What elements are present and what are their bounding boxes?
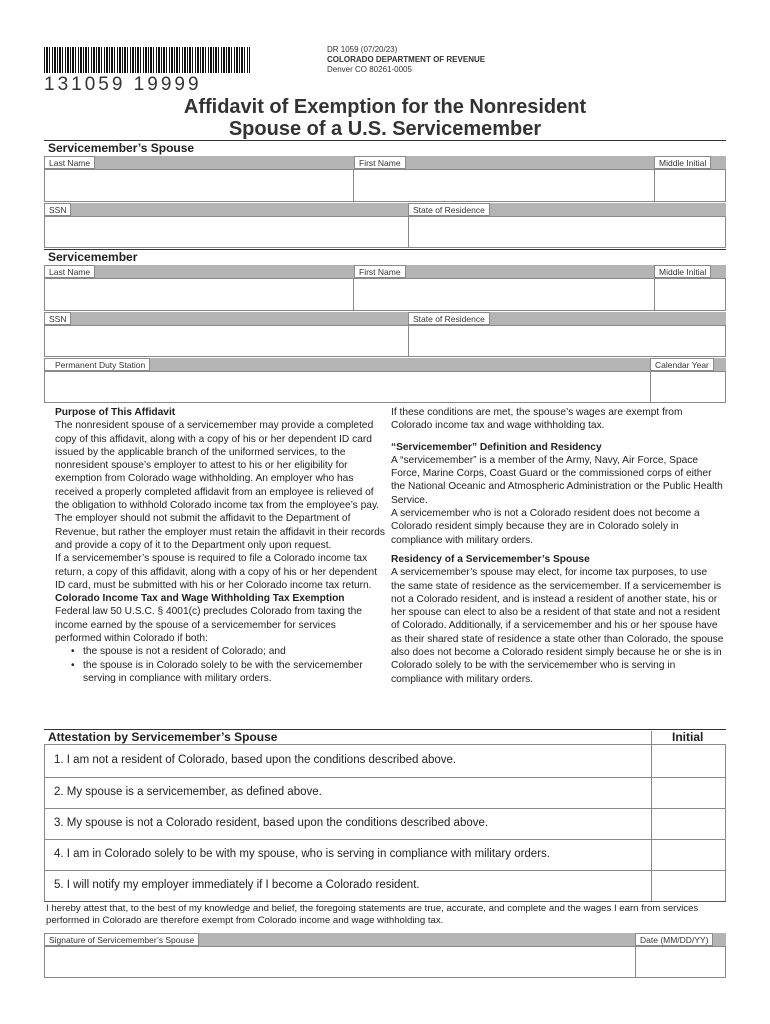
- residency-heading: Residency of a Servicemember’s Spouse: [391, 553, 590, 565]
- form-title: [0, 96, 770, 140]
- barcode: [44, 47, 250, 73]
- spouse-ssn-label: SSN: [44, 203, 71, 216]
- instructions-left-column: [55, 406, 385, 685]
- duty-station-field[interactable]: [44, 371, 651, 403]
- sm-last-name-field[interactable]: [44, 278, 354, 311]
- spouse-state-label: State of Residence: [408, 203, 490, 216]
- form-info: [327, 45, 485, 75]
- spouse-ssn-field[interactable]: [44, 216, 409, 248]
- exempt-paragraph: If these conditions are met, the spouse’s wages are exempt from Colorado income tax and wage withholding tax.: [391, 407, 683, 432]
- spouse-first-name-label: First Name: [354, 156, 406, 169]
- attestation-heading: [44, 729, 726, 745]
- form-code: DR 1059 (07/20/23): [327, 45, 398, 54]
- statement-4: 4. I am in Colorado solely to be with my spouse, who is serving in compliance with military orders.: [54, 848, 550, 860]
- attestation-row-1: [44, 746, 726, 777]
- purpose-paragraph: The nonresident spouse of a servicemember may provide a completed copy of this affidavit, along with a copy of his or her dependent ID card issued by the applicable branch of the uniformed services, to the nonresident spouse’s employer to attest to his or her eligibility for exemption from Colorado wage withholding. An employer who has received a properly completed affidavit from an employee is relieved of the obligation to withhold Colorado income tax from the employee’s pay. The employer should not submit the affidavit to the Department of Revenue, but rather the employer must retain the affidavit in their records and provide a copy of it to the Department only upon request.: [55, 420, 385, 551]
- department-name: COLORADO DEPARTMENT OF REVENUE: [327, 55, 486, 64]
- form-title-line1: Affidavit of Exemption for the Nonresident: [183, 96, 587, 118]
- initial-field-5[interactable]: [651, 871, 726, 902]
- form-title-line2: Spouse of a U.S. Servicemember: [228, 118, 542, 140]
- spouse-first-name-field[interactable]: [353, 169, 655, 202]
- definition-heading: “Servicemember” Definition and Residency: [391, 441, 602, 453]
- initial-field-2[interactable]: [651, 778, 726, 809]
- initial-field-3[interactable]: [651, 809, 726, 840]
- sm-first-name-field[interactable]: [353, 278, 655, 311]
- label-bar: [44, 203, 726, 216]
- conditions-list: [55, 645, 385, 685]
- date-label: Date (MM/DD/YY): [635, 933, 713, 946]
- spouse-middle-initial-label: Middle Initial: [654, 156, 711, 169]
- nonresident-paragraph: A servicemember who is not a Colorado resident does not become a Colorado resident simply because they are in Colorado solely in compliance with military orders.: [391, 508, 700, 546]
- attestation-row-4: [44, 839, 726, 870]
- barcode-number: 131059 19999: [44, 74, 202, 95]
- signature-field[interactable]: [44, 946, 636, 978]
- statement-1: 1. I am not a resident of Colorado, based upon the conditions described above.: [54, 754, 457, 766]
- definition-paragraph: A “servicemember” is a member of the Army, Navy, Air Force, Space Force, Marine Corps, Coast Guard or the commissioned corps of either the National Oceanic and Atmospheric Administration or the Public Health Service.: [391, 454, 723, 506]
- sm-state-field[interactable]: [408, 325, 726, 357]
- statement-3: 3. My spouse is not a Colorado resident, based upon the conditions described above.: [54, 817, 489, 829]
- condition-item: • the spouse is not a resident of Colorado; and: [55, 645, 385, 658]
- statement-5: 5. I will notify my employer immediately if I become a Colorado resident.: [54, 879, 420, 891]
- attestation-title: Attestation by Servicemember’s Spouse: [48, 730, 278, 744]
- initial-heading: Initial: [672, 730, 704, 744]
- date-field[interactable]: [635, 946, 726, 978]
- calendar-year-label: Calendar Year: [650, 358, 714, 371]
- sm-first-name-label: First Name: [354, 265, 406, 278]
- label-bar: [44, 312, 726, 325]
- attestation-row-2: [44, 777, 726, 808]
- sm-last-name-label: Last Name: [44, 265, 95, 278]
- initial-field-1[interactable]: [651, 746, 726, 777]
- sm-middle-initial-field[interactable]: [654, 278, 726, 311]
- instructions-right-column: [391, 406, 724, 686]
- purpose-heading: Purpose of This Affidavit: [55, 407, 176, 418]
- sm-ssn-field[interactable]: [44, 325, 409, 357]
- spouse-state-field[interactable]: [408, 216, 726, 248]
- servicemember-section-heading: Servicemember: [44, 249, 726, 264]
- sm-middle-initial-label: Middle Initial: [654, 265, 711, 278]
- sm-ssn-label: SSN: [44, 312, 71, 325]
- exemption-heading: Colorado Income Tax and Wage Withholding Tax Exemption: [55, 593, 345, 605]
- spouse-middle-initial-field[interactable]: [654, 169, 726, 202]
- spouse-section-heading: Servicemember’s Spouse: [44, 140, 726, 155]
- attestation-row-5: [44, 870, 726, 901]
- spouse-last-name-field[interactable]: [44, 169, 354, 202]
- initial-field-4[interactable]: [651, 840, 726, 871]
- sm-state-label: State of Residence: [408, 312, 490, 325]
- attestation-row-3: [44, 808, 726, 839]
- calendar-year-field[interactable]: [650, 371, 726, 403]
- statement-2: 2. My spouse is a servicemember, as defined above.: [54, 786, 322, 798]
- department-address: Denver CO 80261-0005: [327, 65, 412, 74]
- certification-text: I hereby attest that, to the best of my knowledge and belief, the foregoing statements are true, accurate, and complete and the wages I earn from services performed in Colorado are therefore exempt from Colorado income and wage withholding tax.: [46, 903, 699, 926]
- duty-station-label: Permanent Duty Station: [44, 358, 150, 371]
- signature-label: Signature of Servicemember’s Spouse: [44, 933, 199, 946]
- tax-return-paragraph: If a servicemember’s spouse is required to file a Colorado income tax return, a copy of this affidavit, along with a copy of his or her dependent ID card, must be submitted with his or her Colorado income tax return.: [55, 553, 378, 591]
- residency-paragraph: A servicemember’s spouse may elect, for income tax purposes, to use the same state of residence as the servicemember. If a servicemember is not a Colorado resident, and is instead a resident of another state, his or her spouse can elect to also be a resident of that state and not a resident of Colorado. Additionally, if a servicemember and his or her spouse have as their shared state of residence a state other than Colorado, the spouse also does not become a Colorado resident simply because he or she is in Colorado solely to be with the servicemember who is serving in compliance with military orders.: [391, 567, 724, 685]
- condition-item: • the spouse is in Colorado solely to be with the servicemember serving in compliance with military orders.: [55, 659, 385, 686]
- divider: [44, 901, 726, 902]
- spouse-last-name-label: Last Name: [44, 156, 95, 169]
- exemption-paragraph: Federal law 50 U.S.C. § 4001(c) precludes Colorado from taxing the income earned by the spouse of a servicemember for services performed within Colorado if both:: [55, 606, 362, 645]
